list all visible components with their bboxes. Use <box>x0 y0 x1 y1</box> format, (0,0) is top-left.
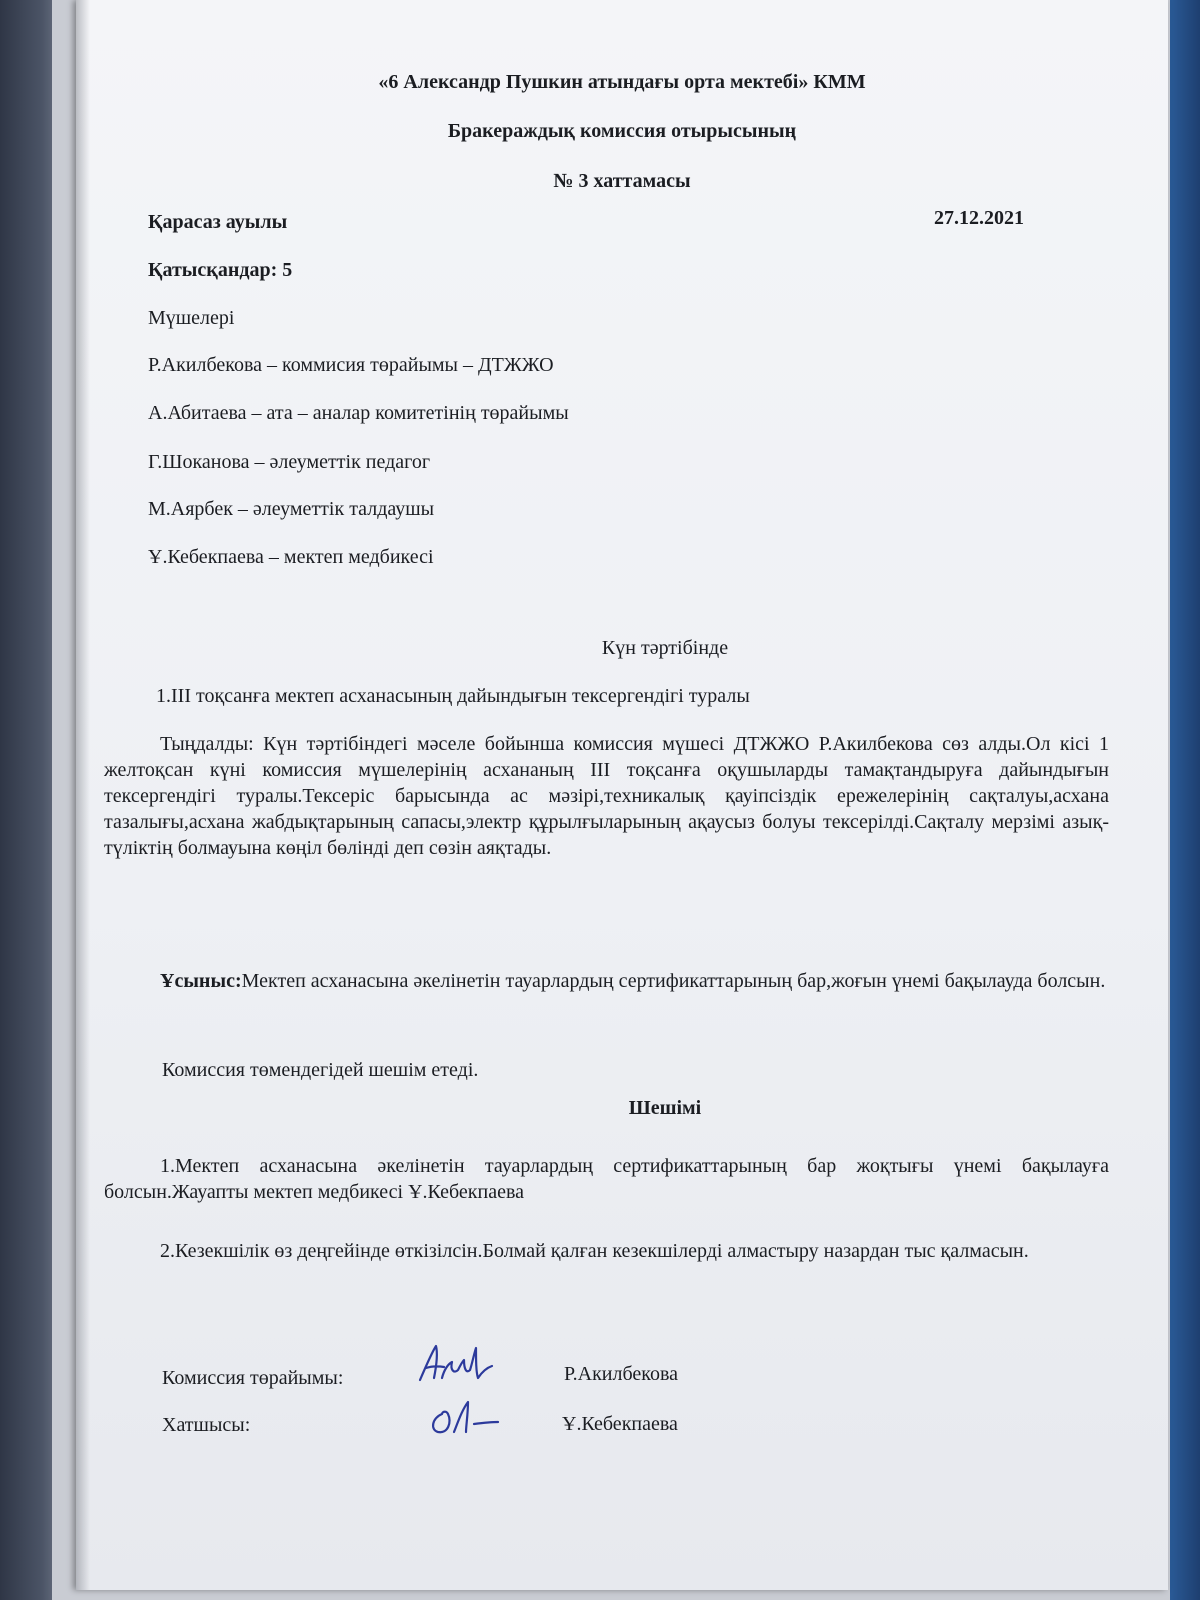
school-name: «6 Александр Пушкин атындағы орта мектебі» КММ <box>378 71 866 93</box>
secretary-signature <box>424 1392 514 1442</box>
village-name: Қарасаз ауылы <box>148 211 288 233</box>
member-item: Г.Шоканова – әлеуметтік педагог <box>148 451 431 473</box>
commission-title: Бракераждық комиссия отырысының <box>447 120 797 142</box>
chair-name: Р.Акилбекова <box>564 1363 679 1385</box>
member-item: А.Абитаева – ата – аналар комитетінің төрайымы <box>148 402 569 424</box>
heard-paragraph: Тыңдалды: Күн тәртібіндегі мәселе бойынша комиссия мүшесі ДТЖЖО Р.Акилбекова сөз алды.Ол кісі 1 желтоқсан күні комиссия мүшелерінің асхананың ІІІ тоқсанға оқушыларды тамақтандыруға дайындығын тексергендігі туралы.Тексеріс барысында ас мәзірі,техникалық қауіпсіздік ережелерінің сақталуы,асхана тазалығы,асхана жабдықтарының сапасы,электр құрылғыларының ақаусыз болуы тексерілді.Сақталу мерзімі азық- түліктің болмауына көңіл бөлінді деп сөзін аяқтады. <box>104 733 1109 859</box>
commission-decides: Комиссия төмендегідей шешім етеді. <box>162 1059 479 1081</box>
document-page <box>76 0 1168 1590</box>
proposal-text: Мектеп асханасына әкелінетін тауарлардың сертификаттарының бар,жоғын үнемі бақылауда болсын. <box>241 970 1106 992</box>
secretary-label: Хатшысы: <box>162 1414 251 1436</box>
chair-label: Комиссия төрайымы: <box>162 1367 344 1389</box>
proposal-paragraph <box>104 968 1109 994</box>
proposal-label: Ұсыныс: <box>160 970 242 992</box>
participants-count: Қатысқандар: 5 <box>148 259 293 281</box>
agenda-title: Күн тәртібінде <box>601 637 729 659</box>
member-item: Р.Акилбекова – коммисия төрайымы – ДТЖЖО <box>148 354 554 376</box>
document-date: 27.12.2021 <box>934 207 1024 229</box>
members-label: Мүшелері <box>148 307 235 329</box>
chair-signature <box>412 1340 502 1390</box>
page-binding-shadow <box>76 0 90 1590</box>
member-item: Ұ.Кебекпаева – мектеп медбикесі <box>148 546 434 568</box>
decision-item: 2.Кезекшілік өз деңгейінде өткізілсін.Болмай қалған кезекшілерді алмастыру назардан тыс қалмасын. <box>160 1240 1029 1262</box>
folder-edge-right <box>1170 0 1200 1600</box>
agenda-item: 1.ІІІ тоқсанға мектеп асханасының дайындығын тексергендігі туралы <box>156 685 750 707</box>
secretary-name: Ұ.Кебекпаева <box>562 1413 678 1435</box>
protocol-number: № 3 хаттамасы <box>553 170 691 192</box>
member-item: М.Аярбек – әлеуметтік талдаушы <box>148 498 435 520</box>
desk-background-left <box>0 0 60 1600</box>
decision-title: Шешімі <box>628 1097 702 1119</box>
decision-item: 1.Мектеп асханасына әкелінетін тауарлардың сертификаттарының бар жоқтығы үнемі бақылауға болсын.Жауапты мектеп медбикесі Ұ.Кебекпаева <box>104 1155 1109 1203</box>
